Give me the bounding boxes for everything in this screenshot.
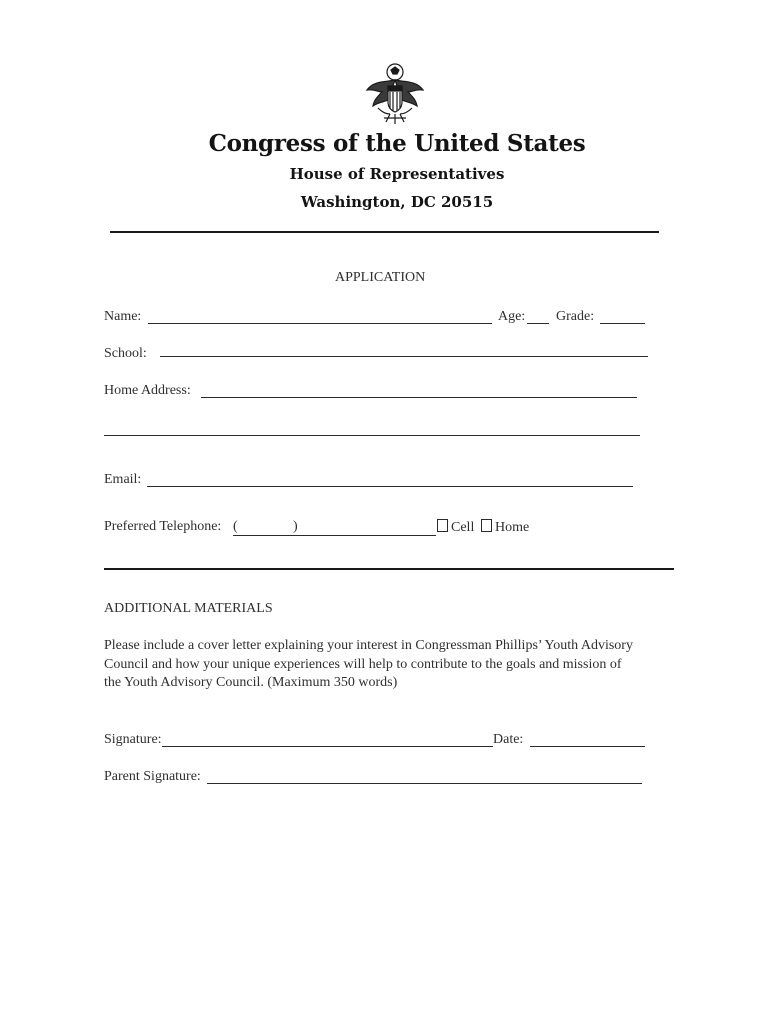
date-label: Date: [493, 732, 524, 747]
signature-label: Signature: [104, 732, 162, 747]
home-option[interactable] [481, 519, 529, 536]
telephone-label: Preferred Telephone: [104, 519, 222, 534]
paragraph-line: Please include a cover letter explaining your interest in Congressman Phillips’ Youth Advisory [104, 638, 633, 653]
home-checkbox[interactable] [481, 519, 492, 532]
section-divider [104, 568, 674, 570]
school-field[interactable] [160, 356, 648, 357]
name-label: Name: [104, 309, 142, 324]
cell-checkbox[interactable] [437, 519, 448, 532]
home-option-label: Home [495, 520, 530, 535]
additional-materials-heading: ADDITIONAL MATERIALS [104, 601, 273, 616]
additional-materials-paragraph [104, 637, 664, 693]
paragraph-line: the Youth Advisory Council. (Maximum 350 words) [104, 675, 398, 690]
cell-option[interactable] [437, 519, 474, 536]
eagle-seal-icon [364, 62, 426, 128]
date-field[interactable] [530, 746, 645, 747]
letterhead-address: Washington, DC 20515 [300, 193, 494, 211]
cell-option-label: Cell [451, 520, 475, 535]
telephone-field[interactable] [233, 535, 436, 536]
grade-label: Grade: [556, 309, 595, 324]
home-address-label: Home Address: [104, 383, 191, 398]
telephone-open-paren: ( [233, 519, 238, 534]
name-field[interactable] [148, 323, 492, 324]
home-address-field[interactable] [201, 397, 637, 398]
letterhead-congress: Congress of the United States [208, 130, 586, 157]
age-field[interactable] [527, 323, 549, 324]
form-title: APPLICATION [335, 270, 426, 285]
telephone-close-paren: ) [293, 519, 298, 534]
parent-signature-field[interactable] [207, 783, 642, 784]
home-address-field-line2[interactable] [104, 435, 640, 436]
header-divider [110, 231, 659, 233]
grade-field[interactable] [600, 323, 645, 324]
paragraph-line: Council and how your unique experiences will help to contribute to the goals and mission of [104, 656, 622, 672]
email-field[interactable] [147, 486, 633, 487]
school-label: School: [104, 346, 147, 361]
signature-field[interactable] [162, 746, 493, 747]
age-label: Age: [498, 309, 526, 324]
parent-signature-label: Parent Signature: [104, 769, 201, 784]
email-label: Email: [104, 472, 142, 487]
letterhead-house: House of Representatives [289, 165, 505, 183]
